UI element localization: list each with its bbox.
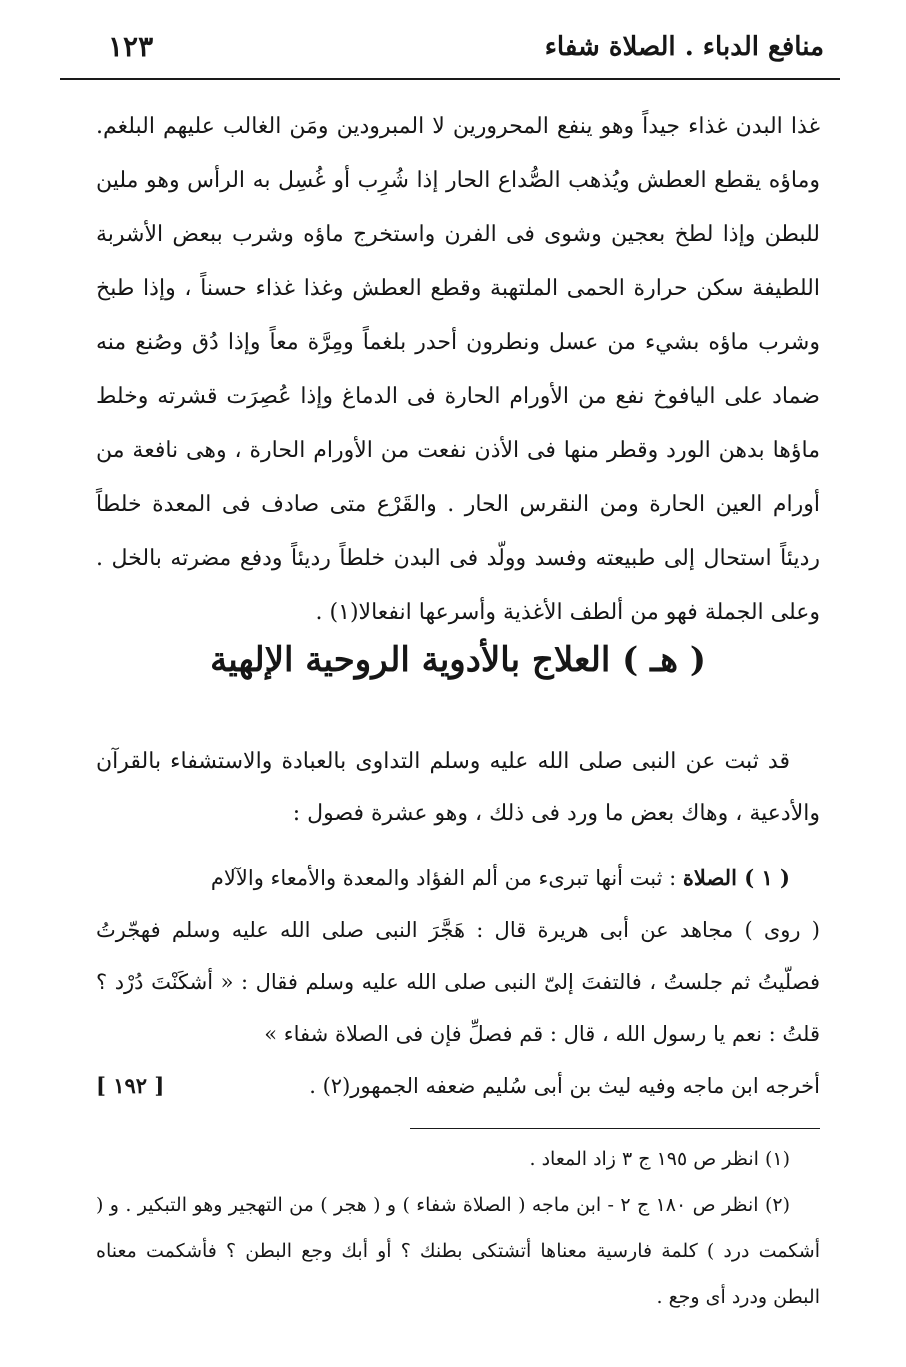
prayer-paragraph [96, 852, 820, 904]
section-heading: ( هـ ) العلاج بالأدوية الروحية الإلهية [210, 640, 706, 680]
footnote-1: (١) انظر ص ١٩٥ ج ٣ زاد المعاد . [529, 1148, 790, 1170]
section-intro: قد ثبت عن النبى صلى الله عليه وسلم التداوى بالعبادة والاستشفاء بالقرآن والأدعية ، وهاك بعض ما ورد فى ذلك ، وهو عشرة فصول : [96, 749, 820, 826]
body-paragraph: غذا البدن غذاء جيداً وهو ينفع المحرورين لا المبرودين ومَن الغالب عليهم البلغم. وماؤه يقطع العطش ويُذهب الصُّداع الحار إذا شُرِب أو غُسِل به الرأس وهو ملين للبطن وإذا لطخ بعجين وشوى فى الفرن واستخرج ماؤه وشرب ببعض الأشربة اللطيفة سكن حرارة الحمى الملتهبة وقطع العطش وغذا غذاء حسناً ، وإذا طبخ وشرب ماؤه بشيء من عسل ونطرون أحدر بلغماً ومِرَّة معاً وإذا دُق وصُنع منه ضماد على اليافوخ نفع من الأورام الحارة فى الدماغ وإذا عُصِرَت قشرته وخلط ماؤها بدهن الورد وقطر منها فى الأذن نفعت من الأورام الحارة ، وهى نافعة من أورام العين الحارة ومن النقرس الحار . والقَرْع متى صادف فى المعدة خلطاً رديئاً استحال إلى طبيعته وفسد وولّد فى البدن خلطاً رديئاً ودفع مضرته بالخل . وعلى الجملة فهو من ألطف الأغذية وأسرعها انفعالا(١) . [96, 114, 820, 625]
running-title: منافع الدباء . الصلاة شفاء [544, 32, 824, 62]
footnote-2: (٢) انظر ص ١٨٠ ج ٢ - ابن ماجه ( الصلاة شفاء ) و ( هجر ) من التهجير وهو التبكير . و ( أشكمت درد ) كلمة فارسية معناها أتشتكى بطنك ؟ أو أبك وجع البطن ؟ فأشكمت معناه البطن ودرد أى وجع . [96, 1194, 820, 1308]
hadith-number: [ ١٩٢ ] [96, 1073, 165, 1098]
footnotes [96, 1136, 820, 1320]
page-header [60, 24, 844, 74]
prayer-line: : ثبت أنها تبرىء من ألم الفؤاد والمعدة والأمعاء والآلام [210, 866, 683, 890]
hadith-text: ( روى ) مجاهد عن أبى هريرة قال : هَجَّرَ النبى صلى الله عليه وسلم فهجّرتُ فصلّيتُ ثم جلستُ ، فالتفتَ إلىّ النبى صلى الله عليه وسلم فقال : « أشكَنْتَ دُرْد ؟ قلتُ : نعم يا رسول الله ، قال : قم فصلِّ فإن فى الصلاة شفاء » [96, 918, 820, 1046]
section-intro-block [96, 736, 820, 840]
reference-text: أخرجه ابن ماجه وفيه ليث بن أبى سُليم ضعفه الجمهور(٢) . [309, 1074, 820, 1098]
reference-line [96, 1060, 820, 1112]
prayer-lead: ( ١ ) الصلاة [682, 865, 790, 890]
header-divider [60, 78, 840, 80]
page-number: ١٢٣ [108, 30, 154, 63]
body-text [96, 100, 820, 640]
prayer-section [96, 852, 820, 1112]
footnote-divider [410, 1128, 820, 1129]
